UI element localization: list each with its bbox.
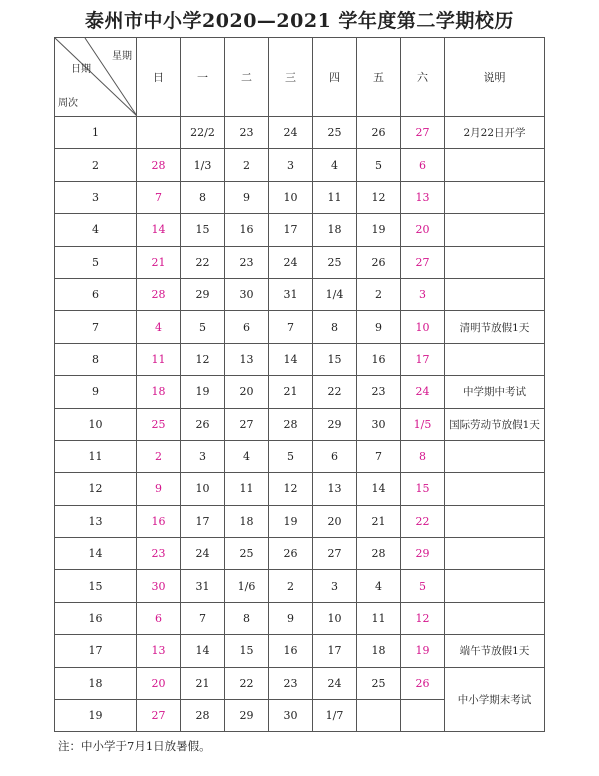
- date-cell: 13: [401, 181, 445, 213]
- date-cell: 4: [137, 311, 181, 343]
- note-cell: [445, 149, 545, 181]
- date-cell: 17: [401, 343, 445, 375]
- table-row: [55, 246, 545, 278]
- date-cell: 2: [225, 149, 269, 181]
- note-cell: 国际劳动节放假1天: [445, 408, 545, 440]
- note-cell: [445, 181, 545, 213]
- note-cell: [445, 505, 545, 537]
- week-number-cell: 16: [55, 602, 137, 634]
- date-cell: 26: [269, 538, 313, 570]
- date-cell: 5: [181, 311, 225, 343]
- week-number-cell: 7: [55, 311, 137, 343]
- note-cell: [445, 214, 545, 246]
- note-header: 说明: [445, 38, 545, 117]
- day-header-tue: 二: [225, 38, 269, 117]
- day-header-thu: 四: [313, 38, 357, 117]
- date-cell: 1/3: [181, 149, 225, 181]
- date-cell: [401, 700, 445, 732]
- date-cell: 13: [137, 635, 181, 667]
- date-cell: 9: [137, 473, 181, 505]
- date-cell: 14: [357, 473, 401, 505]
- date-cell: 20: [225, 376, 269, 408]
- date-cell: 14: [269, 343, 313, 375]
- date-cell: 23: [137, 538, 181, 570]
- table-row: [55, 570, 545, 602]
- date-cell: 2: [137, 440, 181, 472]
- date-cell: 15: [225, 635, 269, 667]
- date-cell: 16: [269, 635, 313, 667]
- date-cell: 7: [181, 602, 225, 634]
- note-cell: [445, 246, 545, 278]
- note-cell: [445, 278, 545, 310]
- note-cell: [445, 602, 545, 634]
- date-cell: 24: [269, 246, 313, 278]
- header-corner-cell: [55, 38, 137, 117]
- date-cell: 24: [313, 667, 357, 699]
- date-cell: 10: [313, 602, 357, 634]
- week-number-cell: 8: [55, 343, 137, 375]
- page-title: 泰州市中小学2020—2021 学年度第二学期校历: [85, 10, 514, 32]
- date-cell: 17: [313, 635, 357, 667]
- date-cell: 22: [401, 505, 445, 537]
- date-cell: 19: [269, 505, 313, 537]
- date-cell: 23: [357, 376, 401, 408]
- date-cell: 27: [401, 246, 445, 278]
- date-cell: 21: [181, 667, 225, 699]
- date-cell: 21: [137, 246, 181, 278]
- date-cell: 1/7: [313, 700, 357, 732]
- date-cell: 12: [357, 181, 401, 213]
- note-cell: [445, 440, 545, 472]
- week-number-cell: 4: [55, 214, 137, 246]
- table-row: [55, 117, 545, 149]
- date-cell: 27: [401, 117, 445, 149]
- table-row: [55, 602, 545, 634]
- week-number-cell: 12: [55, 473, 137, 505]
- date-cell: 27: [225, 408, 269, 440]
- date-cell: 28: [357, 538, 401, 570]
- date-cell: 28: [137, 278, 181, 310]
- day-header-fri: 五: [357, 38, 401, 117]
- date-cell: 9: [269, 602, 313, 634]
- date-cell: 22: [181, 246, 225, 278]
- table-row: [55, 149, 545, 181]
- date-cell: 20: [313, 505, 357, 537]
- table-row: [55, 343, 545, 375]
- week-number-cell: 19: [55, 700, 137, 732]
- date-cell: 26: [357, 246, 401, 278]
- date-cell: 6: [313, 440, 357, 472]
- date-cell: 1/5: [401, 408, 445, 440]
- date-cell: 25: [137, 408, 181, 440]
- date-cell: 27: [313, 538, 357, 570]
- date-cell: 11: [137, 343, 181, 375]
- date-cell: 7: [357, 440, 401, 472]
- date-cell: 25: [225, 538, 269, 570]
- week-number-cell: 13: [55, 505, 137, 537]
- date-cell: 19: [181, 376, 225, 408]
- week-number-cell: 1: [55, 117, 137, 149]
- date-cell: 1/6: [225, 570, 269, 602]
- date-cell: 7: [137, 181, 181, 213]
- date-cell: 3: [181, 440, 225, 472]
- date-cell: 24: [181, 538, 225, 570]
- date-cell: 28: [181, 700, 225, 732]
- date-cell: 2: [357, 278, 401, 310]
- date-cell: 16: [357, 343, 401, 375]
- date-cell: 15: [313, 343, 357, 375]
- date-cell: 31: [181, 570, 225, 602]
- date-cell: 25: [313, 117, 357, 149]
- date-cell: 12: [269, 473, 313, 505]
- date-cell: 31: [269, 278, 313, 310]
- week-number-cell: 11: [55, 440, 137, 472]
- table-row: [55, 181, 545, 213]
- date-cell: 30: [357, 408, 401, 440]
- date-cell: 20: [137, 667, 181, 699]
- date-axis-label: 日期: [71, 64, 91, 75]
- date-cell: 4: [225, 440, 269, 472]
- date-cell: 9: [225, 181, 269, 213]
- date-cell: 30: [269, 700, 313, 732]
- week-number-cell: 10: [55, 408, 137, 440]
- date-cell: 8: [313, 311, 357, 343]
- date-cell: 24: [269, 117, 313, 149]
- date-cell: 14: [181, 635, 225, 667]
- date-cell: 26: [181, 408, 225, 440]
- note-cell: [445, 473, 545, 505]
- date-cell: 10: [401, 311, 445, 343]
- date-cell: 26: [357, 117, 401, 149]
- date-cell: 9: [357, 311, 401, 343]
- day-header-mon: 一: [181, 38, 225, 117]
- date-cell: 8: [181, 181, 225, 213]
- header-row: [55, 38, 545, 117]
- date-cell: 23: [269, 667, 313, 699]
- date-cell: 12: [181, 343, 225, 375]
- date-cell: 4: [357, 570, 401, 602]
- footnote: 注：中小学于7月1日放暑假。: [58, 739, 211, 753]
- day-header-sat: 六: [401, 38, 445, 117]
- date-cell: 29: [401, 538, 445, 570]
- date-cell: 11: [225, 473, 269, 505]
- date-cell: 5: [401, 570, 445, 602]
- note-cell: 端午节放假1天: [445, 635, 545, 667]
- week-number-cell: 15: [55, 570, 137, 602]
- date-cell: 19: [401, 635, 445, 667]
- table-row: [55, 278, 545, 310]
- date-cell: 22/2: [181, 117, 225, 149]
- note-cell: [445, 343, 545, 375]
- date-cell: 15: [401, 473, 445, 505]
- date-cell: 3: [401, 278, 445, 310]
- date-cell: [137, 117, 181, 149]
- date-cell: 22: [313, 376, 357, 408]
- date-cell: 19: [357, 214, 401, 246]
- date-cell: 3: [269, 149, 313, 181]
- date-cell: 1/4: [313, 278, 357, 310]
- date-cell: 11: [313, 181, 357, 213]
- week-axis-label: 周次: [58, 98, 78, 109]
- date-cell: 23: [225, 117, 269, 149]
- week-number-cell: 17: [55, 635, 137, 667]
- note-cell: [445, 538, 545, 570]
- date-cell: 5: [357, 149, 401, 181]
- date-cell: 13: [313, 473, 357, 505]
- date-cell: 17: [269, 214, 313, 246]
- date-cell: 18: [357, 635, 401, 667]
- note-cell: 2月22日开学: [445, 117, 545, 149]
- date-cell: 27: [137, 700, 181, 732]
- date-cell: 4: [313, 149, 357, 181]
- date-cell: 29: [313, 408, 357, 440]
- date-cell: 28: [269, 408, 313, 440]
- date-cell: 8: [401, 440, 445, 472]
- date-cell: 5: [269, 440, 313, 472]
- date-cell: 12: [401, 602, 445, 634]
- week-number-cell: 18: [55, 667, 137, 699]
- week-number-cell: 2: [55, 149, 137, 181]
- date-cell: 18: [225, 505, 269, 537]
- table-row: [55, 376, 545, 408]
- table-row: [55, 538, 545, 570]
- date-cell: 15: [181, 214, 225, 246]
- date-cell: 6: [401, 149, 445, 181]
- date-cell: 30: [137, 570, 181, 602]
- date-cell: 10: [181, 473, 225, 505]
- date-cell: 25: [357, 667, 401, 699]
- date-cell: 20: [401, 214, 445, 246]
- day-header-sun: 日: [137, 38, 181, 117]
- school-calendar-table: [54, 37, 545, 732]
- date-cell: 29: [225, 700, 269, 732]
- date-cell: 6: [137, 602, 181, 634]
- date-cell: 2: [269, 570, 313, 602]
- date-cell: 30: [225, 278, 269, 310]
- date-cell: 23: [225, 246, 269, 278]
- week-number-cell: 3: [55, 181, 137, 213]
- date-cell: 10: [269, 181, 313, 213]
- table-row: [55, 408, 545, 440]
- table-row: [55, 667, 545, 699]
- day-header-wed: 三: [269, 38, 313, 117]
- table-row: [55, 440, 545, 472]
- date-cell: 16: [137, 505, 181, 537]
- table-row: [55, 473, 545, 505]
- date-cell: 22: [225, 667, 269, 699]
- date-cell: 28: [137, 149, 181, 181]
- date-cell: 11: [357, 602, 401, 634]
- date-cell: 16: [225, 214, 269, 246]
- note-cell: [445, 570, 545, 602]
- date-cell: [357, 700, 401, 732]
- date-cell: 7: [269, 311, 313, 343]
- date-cell: 25: [313, 246, 357, 278]
- week-number-cell: 9: [55, 376, 137, 408]
- table-row: [55, 311, 545, 343]
- date-cell: 13: [225, 343, 269, 375]
- table-row: [55, 635, 545, 667]
- date-cell: 6: [225, 311, 269, 343]
- date-cell: 17: [181, 505, 225, 537]
- date-cell: 21: [357, 505, 401, 537]
- note-cell: 中学期中考试: [445, 376, 545, 408]
- note-cell: 中小学期末考试: [445, 667, 545, 732]
- date-cell: 8: [225, 602, 269, 634]
- week-number-cell: 5: [55, 246, 137, 278]
- date-cell: 29: [181, 278, 225, 310]
- week-number-cell: 6: [55, 278, 137, 310]
- week-number-cell: 14: [55, 538, 137, 570]
- weekday-axis-label: 星期: [112, 51, 132, 62]
- date-cell: 18: [137, 376, 181, 408]
- note-cell: 清明节放假1天: [445, 311, 545, 343]
- date-cell: 18: [313, 214, 357, 246]
- date-cell: 26: [401, 667, 445, 699]
- table-row: [55, 214, 545, 246]
- table-row: [55, 505, 545, 537]
- date-cell: 3: [313, 570, 357, 602]
- date-cell: 14: [137, 214, 181, 246]
- date-cell: 21: [269, 376, 313, 408]
- date-cell: 24: [401, 376, 445, 408]
